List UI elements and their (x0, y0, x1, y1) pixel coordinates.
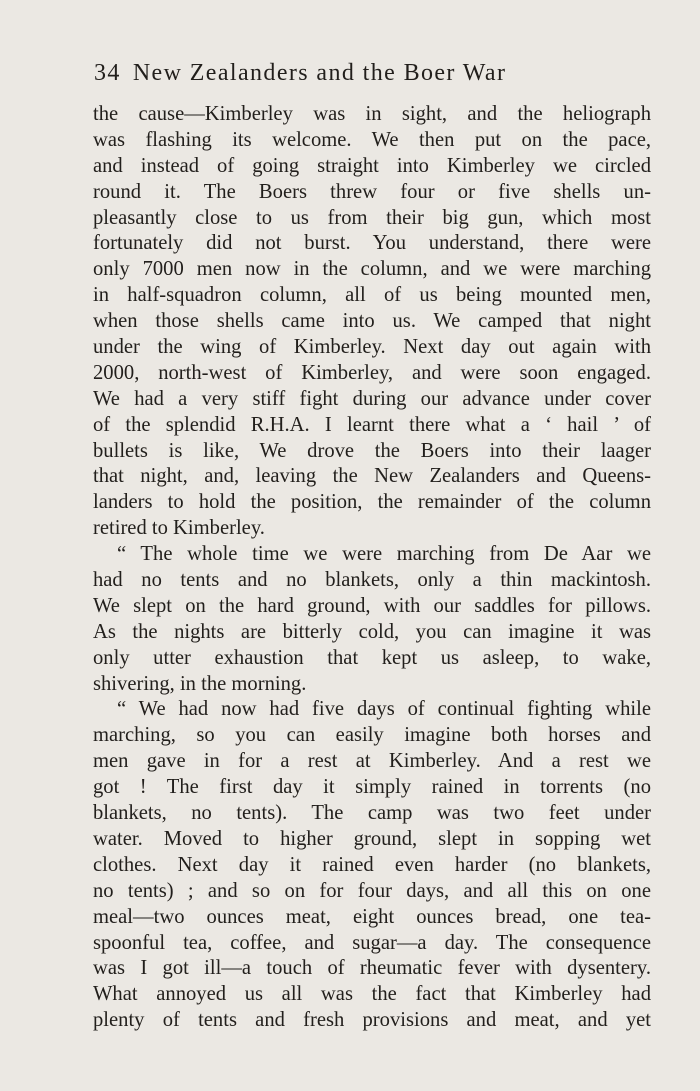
text-line: water. Moved to higher ground, slept in sopping wet (93, 827, 651, 850)
text-line: in half-squadron column, all of us being mounted men, (93, 284, 651, 307)
text-line: when those shells came into us. We camped that night (93, 310, 651, 333)
text-line: bullets is like, We drove the Boers into their laager (93, 439, 651, 462)
text-line: “ The whole time we were marching from De Aar we (117, 543, 651, 566)
text-line: men gave in for a rest at Kimberley. And a rest we (93, 750, 651, 773)
page-number: 34 (94, 60, 121, 86)
text-line: meal—two ounces meat, eight ounces bread, one tea- (93, 905, 651, 928)
text-line: round it. The Boers threw four or five shells un- (93, 180, 651, 203)
text-line: was flashing its welcome. We then put on the pace, (93, 128, 651, 151)
text-line: spoonful tea, coffee, and sugar—a day. The consequence (93, 931, 651, 954)
text-line: only utter exhaustion that kept us asleep, to wake, (93, 646, 651, 669)
text-line: of the splendid R.H.A. I learnt there what a ‘ hail ’ of (93, 413, 651, 436)
text-line: shivering, in the morning. (93, 672, 307, 695)
text-line: was I got ill—a touch of rheumatic fever with dysentery. (93, 957, 651, 980)
text-line: that night, and, leaving the New Zealanders and Queens- (93, 465, 651, 488)
text-line: fortunately did not burst. You understand, there were (93, 232, 651, 255)
text-line: under the wing of Kimberley. Next day out again with (93, 336, 651, 359)
text-line: marching, so you can easily imagine both horses and (93, 724, 651, 747)
text-line: had no tents and no blankets, only a thin mackintosh. (93, 569, 651, 592)
text-line: retired to Kimberley. (93, 517, 265, 540)
text-line: “ We had now had five days of continual fighting while (117, 698, 651, 721)
text-line: plenty of tents and fresh provisions and meat, and yet (93, 1009, 651, 1032)
text-line: and instead of going straight into Kimberley we circled (93, 154, 651, 177)
text-line: no tents) ; and so on for four days, and all this on one (93, 879, 651, 902)
text-line: the cause—Kimberley was in sight, and the heliograph (93, 103, 651, 125)
text-line: only 7000 men now in the column, and we were marching (93, 258, 651, 281)
text-line: What annoyed us all was the fact that Kimberley had (93, 983, 651, 1006)
text-line: pleasantly close to us from their big gun, which most (93, 206, 651, 229)
running-title: New Zealanders and the Boer War (132, 60, 507, 86)
body-text (93, 102, 651, 1034)
text-line: got ! The first day it simply rained in torrents (no (93, 776, 651, 799)
text-line: We slept on the hard ground, with our saddles for pillows. (93, 594, 651, 617)
text-line: blankets, no tents). The camp was two feet under (93, 802, 651, 825)
text-line: 2000, north-west of Kimberley, and were soon engaged. (93, 361, 651, 384)
text-line: We had a very stiff fight during our advance under cover (93, 387, 651, 410)
running-head (94, 58, 614, 88)
text-line: As the nights are bitterly cold, you can imagine it was (93, 620, 651, 643)
text-line: landers to hold the position, the remainder of the column (93, 491, 651, 514)
text-line: clothes. Next day it rained even harder (no blankets, (93, 853, 651, 876)
